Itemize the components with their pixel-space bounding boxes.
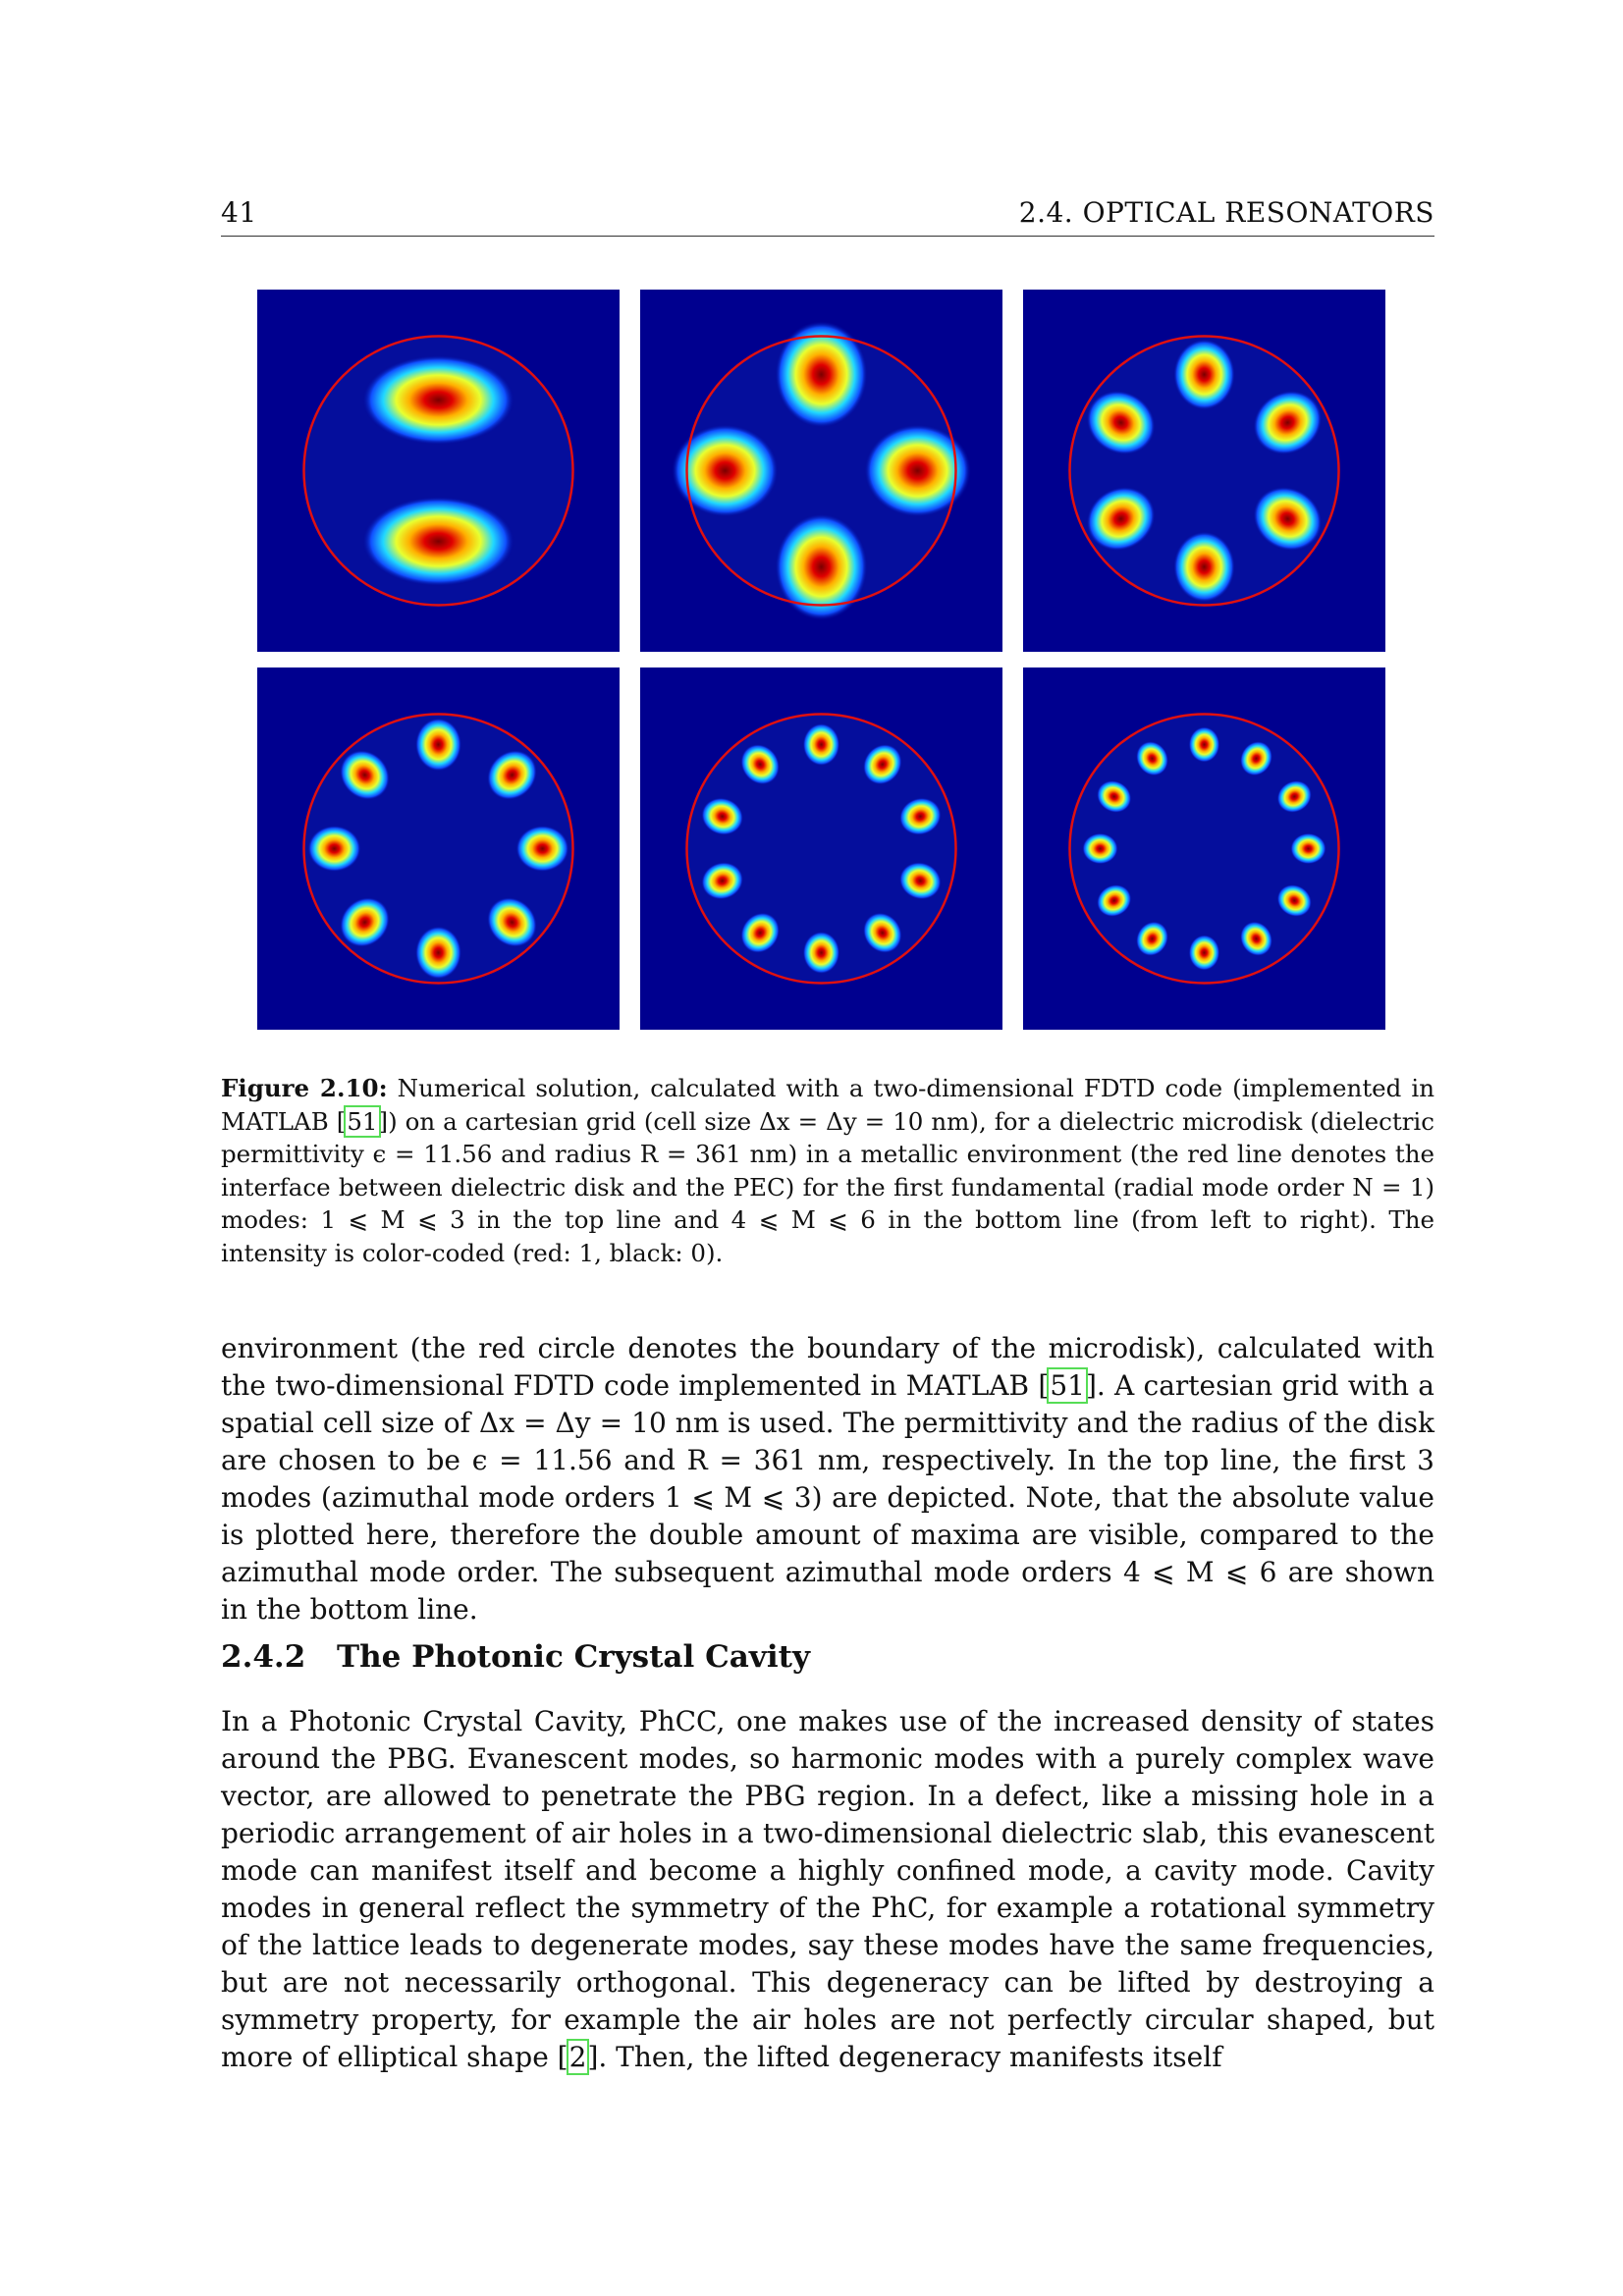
mode-panel-m1 [257,290,620,652]
intensity-lobe [1189,726,1220,763]
mode-plot [1023,667,1385,1030]
mode-plot [640,667,1002,1030]
mode-panel-m4 [257,667,620,1030]
mode-plot [257,290,620,652]
section-number: 2.4.2 [221,1639,306,1675]
section-heading [221,1639,810,1675]
mode-panel-m5 [640,667,1002,1030]
caption-label: Figure 2.10: [221,1074,388,1102]
paragraph-text-2: . A cartesian grid with a spatial cell size of Δx = Δy = 10 nm is used. The permittivity and the radius of the disk are chosen to be ϵ = 11.56 and R = 361 nm, respectively. In the top line, the first 3 modes (azimuthal mode orders 1 ⩽ M ⩽ 3) are depicted. Note, that the absolute value is plotted here, therefore the double amount of maxima are visible, compared to the azimuthal mode order. The subsequent azimuthal mode orders 4 ⩽ M ⩽ 6 are shown in the bottom line. [221,1369,1434,1626]
intensity-lobe [362,497,515,587]
mode-panel-m2 [640,290,1002,652]
page-number: 41 [221,196,257,229]
mode-plot [1023,290,1385,652]
citation-link[interactable]: 51 [347,1106,378,1136]
mode-plot [640,290,1002,652]
intensity-lobe [803,723,840,767]
figure-caption: Figure 2.10: Numerical solution, calculated with a two-dimensional FDTD code (implemented in MATLAB [51]) on a cartesian grid (cell size Δx = Δy = 10 nm), for a dielectric microdisk (dielectric permittivity ϵ = 11.56 and radius R = 361 nm) in a metallic environment (the red line denotes the interface between dielectric disk and the PEC) for the first fundamental (radial mode order N = 1) modes: 1 ⩽ M ⩽ 3 in the top line and 4 ⩽ M ⩽ 6 in the bottom line (from left to right). The intensity is color-coded (red: 1, black: 0). [221,1074,1434,1267]
running-section-title: 2.4. OPTICAL RESONATORS [1018,196,1434,229]
body-paragraph-2: In a Photonic Crystal Cavity, PhCC, one makes use of the increased density of states around the PBG. Evanescent modes, so harmonic modes with a purely complex wave vector, are allowed to penetrate the PBG region. In a defect, like a missing hole in a periodic arrangement of air holes in a two-dimensional dielectric slab, this evanescent mode can manifest itself and become a highly confined mode, a cavity mode. Cavity modes in general reflect the symmetry of the PhC, for example a rotational symmetry of the lattice leads to degenerate modes, say these modes have the same frequencies, but are not necessarily orthogonal. This degeneracy can be lifted by destroying a symmetry property, for example the air holes are not perfectly circular shaped, but more of elliptical shape [2]. Then, the lifted degeneracy manifests itself [221,1705,1434,2073]
paragraph-text-2: . Then, the lifted degeneracy manifests itself [598,2041,1222,2073]
running-header [221,196,1434,237]
citation-link[interactable]: 2 [568,2041,587,2073]
intensity-lobe [415,718,462,772]
mode-plot [257,667,620,1030]
figure-2-10 [257,290,1391,1031]
caption-text-1: Numerical solution, calculated with a two-dimensional FDTD code (implemented in MATLAB [221,1074,1434,1136]
body-paragraph-1: environment (the red circle denotes the boundary of the microdisk), calculated with the two-dimensional FDTD code implemented in MATLAB [51]. A cartesian grid with a spatial cell size of Δx = Δy = 10 nm is used. The permittivity and the radius of the disk are chosen to be ϵ = 11.56 and R = 361 nm, respectively. In the top line, the first 3 modes (azimuthal mode orders 1 ⩽ M ⩽ 3) are depicted. Note, that the absolute value is plotted here, therefore the double amount of maxima are visible, compared to the azimuthal mode order. The subsequent azimuthal mode orders 4 ⩽ M ⩽ 6 are shown in the bottom line. [221,1332,1434,1626]
mode-panel-m6 [1023,667,1385,1030]
caption-text-2: ) on a cartesian grid (cell size Δx = Δy = 10 nm), for a dielectric microdisk (dielectric permittivity ϵ = 11.56 and radius R = 361 nm) in a metallic environment (the red line denotes the interface between dielectric disk and the PEC) for the first fundamental (radial mode order N = 1) modes: 1 ⩽ M ⩽ 3 in the top line and 4 ⩽ M ⩽ 6 in the bottom line (from left to right). The intensity is color-coded (red: 1, black: 0). [221,1106,1434,1267]
intensity-lobe [1173,531,1235,603]
intensity-lobe [307,826,361,873]
intensity-lobe [362,355,515,446]
mode-panel-m3 [1023,290,1385,652]
intensity-lobe [1082,833,1118,865]
intensity-lobe [515,826,569,873]
intensity-lobe [803,932,840,975]
section-title: The Photonic Crystal Cavity [337,1639,810,1675]
paragraph-text-1: environment (the red circle denotes the boundary of the microdisk), calculated with the two-dimensional FDTD code implemented in MATLAB [221,1332,1434,1402]
intensity-lobe [1189,934,1220,971]
intensity-lobe [415,926,462,980]
citation-link[interactable]: 51 [1050,1369,1085,1402]
intensity-lobe [1290,833,1326,865]
intensity-lobe [1173,339,1235,410]
paragraph-text-1: In a Photonic Crystal Cavity, PhCC, one makes use of the increased density of states around the PBG. Evanescent modes, so harmonic modes with a purely complex wave vector, are allowed to penetrate the PBG region. In a defect, like a missing hole in a periodic arrangement of air holes in a two-dimensional dielectric slab, this evanescent mode can manifest itself and become a highly confined mode, a cavity mode. Cavity modes in general reflect the symmetry of the PhC, for example a rotational symmetry of the lattice leads to degenerate modes, say these modes have the same frequencies, but are not necessarily orthogonal. This degeneracy can be lifted by destroying a symmetry property, for example the air holes are not perfectly circular shaped, but more of elliptical shape [221,1705,1434,2073]
